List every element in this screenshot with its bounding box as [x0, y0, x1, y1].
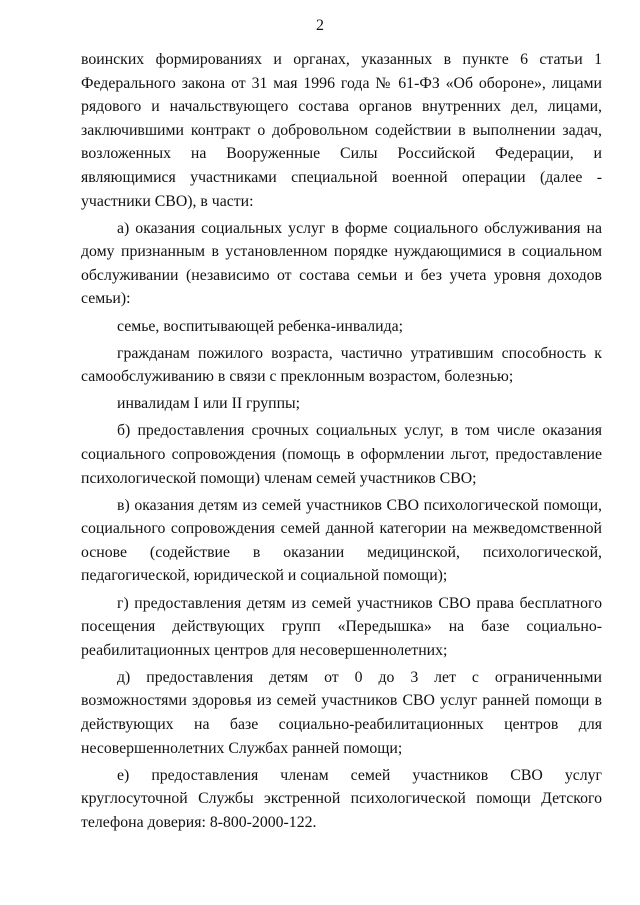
paragraph-elderly-citizens: гражданам пожилого возраста, частично утратившим способность к самообслуживанию в связи с преклонным возрастом, болезнью;: [81, 344, 602, 386]
paragraph-item-g: г) предоставления детям из семей участников СВО права бесплатного посещения действующих групп «Передышка» на базе социально-реабилитационных центров для несовершеннолетних;: [81, 594, 602, 659]
paragraph-item-a: а) оказания социальных услуг в форме социального обслуживания на дому признанным в установленном порядке нуждающимися в социальном обслуживании (независимо от состава семьи и без учета уровня доходов семьи):: [81, 219, 602, 308]
paragraph-item-d: д) предоставления детям от 0 до 3 лет с ограниченными возможностями здоровья из семей участников СВО услуг ранней помощи в действующих на базе социально-реабилитационных центров для несовершеннолетних Службах ранней помощи;: [81, 668, 602, 757]
paragraph-continuation: воинских формированиях и органах, указанных в пункте 6 статьи 1 Федерального закона от 31 мая 1996 года № 61-ФЗ «Об обороне», лицами рядового и начальствующего состава органов внутренних дел, лицами, заключившими контракт о добровольном содействии в выполнении задач, возложенных на Вооруженные Силы Российской Федерации, и являющимися участниками специальной военной операции (далее - участники СВО), в части:: [81, 51, 602, 210]
paragraph-family-disabled-child: семье, воспитывающей ребенка-инвалида;: [117, 317, 404, 335]
paragraph-disabled-groups: инвалидам I или II группы;: [117, 395, 301, 413]
document-body: [81, 48, 602, 835]
paragraph-item-v: в) оказания детям из семей участников СВО психологической помощи, социального сопровождения семей данной категории на межведомственной основе (содействие в оказании медицинской, психологической, педагогической, юридической и социальной помощи);: [81, 496, 602, 585]
page-number: 2: [316, 17, 324, 34]
paragraph-item-e: е) предоставления членам семей участников СВО услуг круглосуточной Службы экстренной психологической помощи Детского телефона доверия: 8-800-2000-122.: [81, 766, 602, 831]
paragraph-item-b: б) предоставления срочных социальных услуг, в том числе оказания социального сопровождения (помощь в оформлении льгот, предоставление психологической помощи) членам семей участников СВО;: [81, 422, 602, 487]
